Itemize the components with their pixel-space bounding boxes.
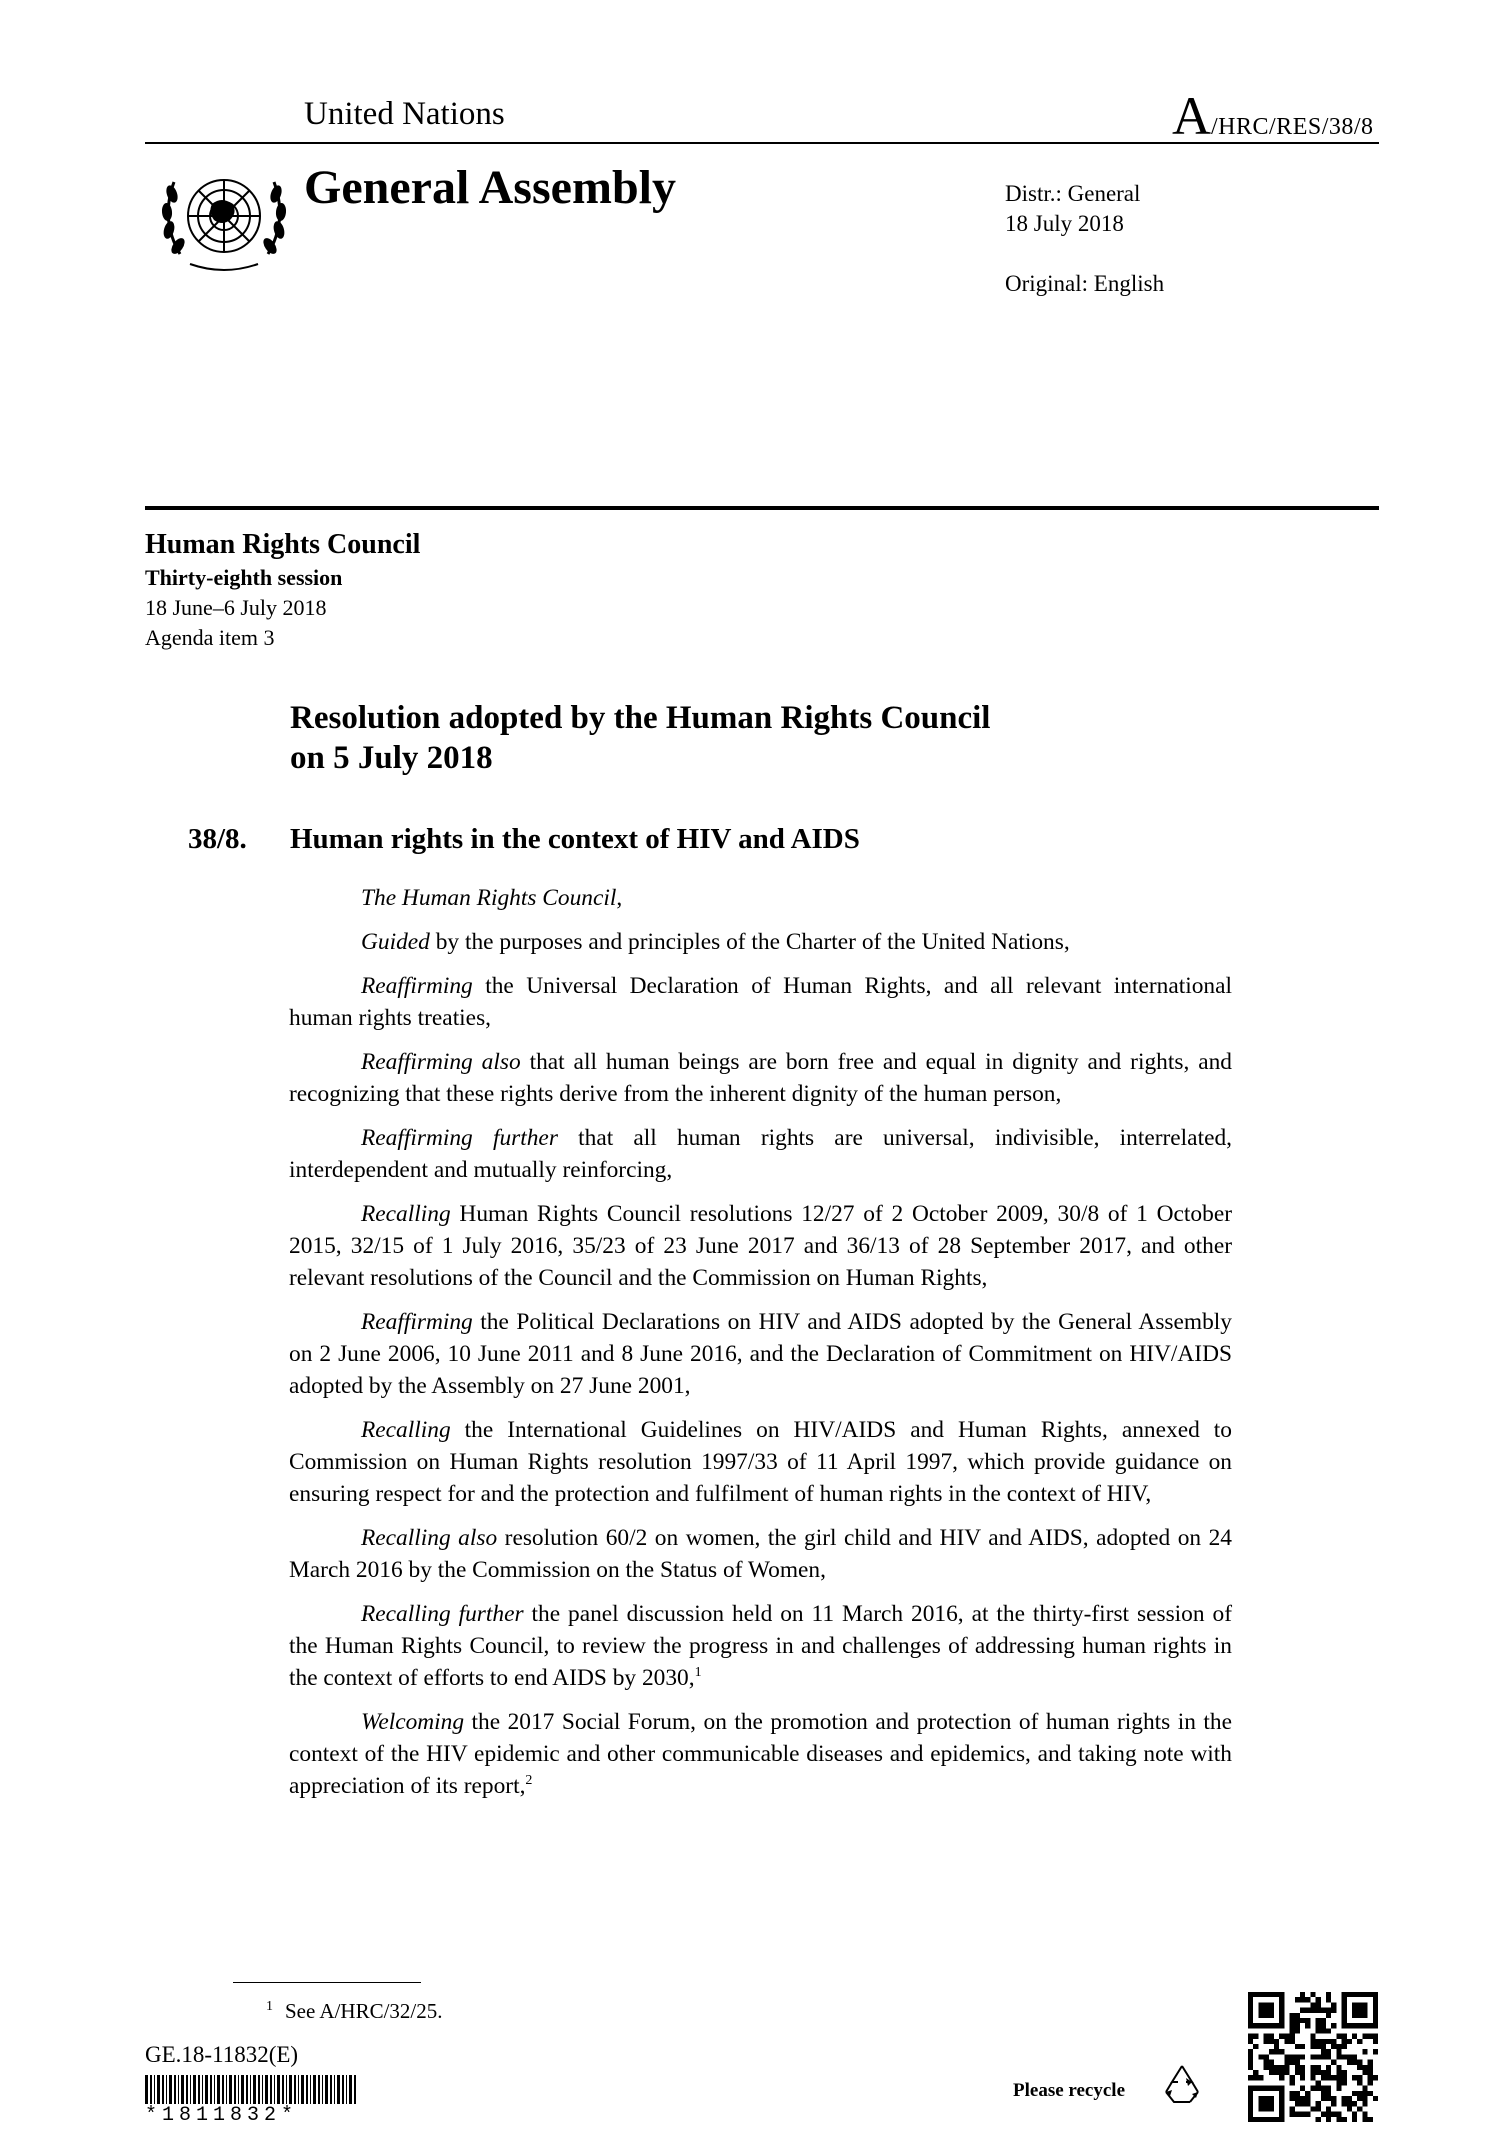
paragraph-lead: The Human Rights Council [361,885,617,911]
preamble-paragraph [289,1598,1232,1694]
footnote-rule [233,1982,421,1983]
paragraph-lead: Reaffirming further [361,1125,558,1151]
footnote-reference: 2 [525,1773,533,1789]
preamble-paragraph [289,1414,1232,1510]
distribution-block [1005,179,1164,299]
qr-code-icon [1248,1992,1378,2122]
document-symbol-letter: A [1172,86,1211,146]
paragraph-lead: Welcoming [361,1709,465,1735]
paragraph-text: resolution 60/2 on women, the girl child and HIV and AIDS, adopted on 24 March 2016 by the Commission on the Status of Women, [289,1525,1232,1583]
resolution-heading-line-2: on 5 July 2018 [290,740,493,776]
footnote-text: See A/HRC/32/25. [285,1999,443,2023]
recycle-label: Please recycle [1013,2080,1125,2101]
body-name: General Assembly [304,161,676,214]
paragraph-text: the Universal Declaration of Human Rights, and all relevant international human rights treaties, [289,973,1232,1031]
session-block [145,527,420,653]
un-emblem-icon [150,160,298,280]
paragraph-text: that all human beings are born free and equal in dignity and rights, and recognizing that these rights derive from the inherent dignity of the human person, [289,1049,1232,1107]
document-symbol [1172,86,1374,154]
preamble-paragraph [289,1046,1232,1110]
paragraph-lead: Recalling further [361,1601,524,1627]
job-number: GE.18-11832(E) [145,2042,299,2067]
preamble-paragraph [289,1198,1232,1294]
paragraph-lead: Recalling also [361,1525,498,1551]
barcode-number: *1811832* [145,2104,360,2128]
preamble-paragraph [289,1522,1232,1586]
paragraph-text: the 2017 Social Forum, on the promotion and protection of human rights in the context of the HIV epidemic and other communicable diseases and epidemics, and taking note with appreciation of its report, [289,1709,1232,1799]
preamble-paragraph [289,1306,1232,1402]
paragraph-lead: Recalling [361,1417,451,1443]
preamble-paragraph [289,882,1232,914]
council-name: Human Rights Council [145,529,421,560]
distribution-date: 18 July 2018 [1005,211,1124,236]
resolution-heading-line-1: Resolution adopted by the Human Rights Council [290,700,991,736]
paragraph-lead: Reaffirming [361,1309,473,1335]
paragraph-text: the International Guidelines on HIV/AIDS and Human Rights, annexed to Commission on Human Rights resolution 1997/33 of 11 April 1997, which provide guidance on ensuring respect for and the protection and fulfilment of human rights in the context of HIV, [289,1417,1232,1507]
resolution-number: 38/8. [188,823,247,855]
footnote-reference: 1 [694,1665,702,1681]
paragraph-lead: Recalling [361,1201,451,1227]
paragraph-text: the Political Declarations on HIV and AIDS adopted by the General Assembly on 2 June 2006, 10 June 2011 and 8 June 2016, and the Declaration of Commitment on HIV/AIDS adopted by the Assembly on 27 June 2001, [289,1309,1232,1399]
paragraph-text: , [616,885,623,911]
preamble-paragraph [289,970,1232,1034]
paragraph-lead: Reaffirming also [361,1049,521,1075]
session-dates: 18 June–6 July 2018 [145,595,327,620]
distribution-type: Distr.: General [1005,181,1141,206]
footnote-mark: 1 [266,1999,273,2014]
footnote [266,1993,443,2025]
paragraph-text: by the purposes and principles of the Charter of the United Nations, [429,929,1070,955]
preamble-paragraph [289,1706,1232,1802]
preamble-text [289,882,1232,1814]
recycle-icon [1160,2062,1204,2106]
preamble-paragraph [289,926,1232,958]
paragraph-text: that all human rights are universal, indivisible, interrelated, interdependent and mutually reinforcing, [289,1125,1232,1183]
agenda-item: Agenda item 3 [145,625,275,650]
resolution-heading [290,698,1190,778]
title-rule [145,506,1379,510]
paragraph-text: the panel discussion held on 11 March 2016, at the thirty-first session of the Human Rights Council, to review the progress in and challenges of addressing human rights in the context of efforts to end AIDS by 2030, [289,1601,1232,1691]
organization-name: United Nations [304,96,505,132]
paragraph-lead: Reaffirming [361,973,473,999]
document-symbol-code: /HRC/RES/38/8 [1211,114,1374,140]
preamble-paragraph [289,1122,1232,1186]
paragraph-lead: Guided [361,929,430,955]
paragraph-text: Human Rights Council resolutions 12/27 of 2 October 2009, 30/8 of 1 October 2015, 32/15 of 1 July 2016, 35/23 of 23 June 2017 and 36/13 of 28 September 2017, and other relevant resolutions of the Council and the Commission on Human Rights, [289,1201,1232,1291]
original-language: Original: English [1005,271,1165,296]
header-rule [145,142,1379,144]
resolution-title: Human rights in the context of HIV and AIDS [290,823,860,855]
session-name: Thirty-eighth session [145,565,343,590]
